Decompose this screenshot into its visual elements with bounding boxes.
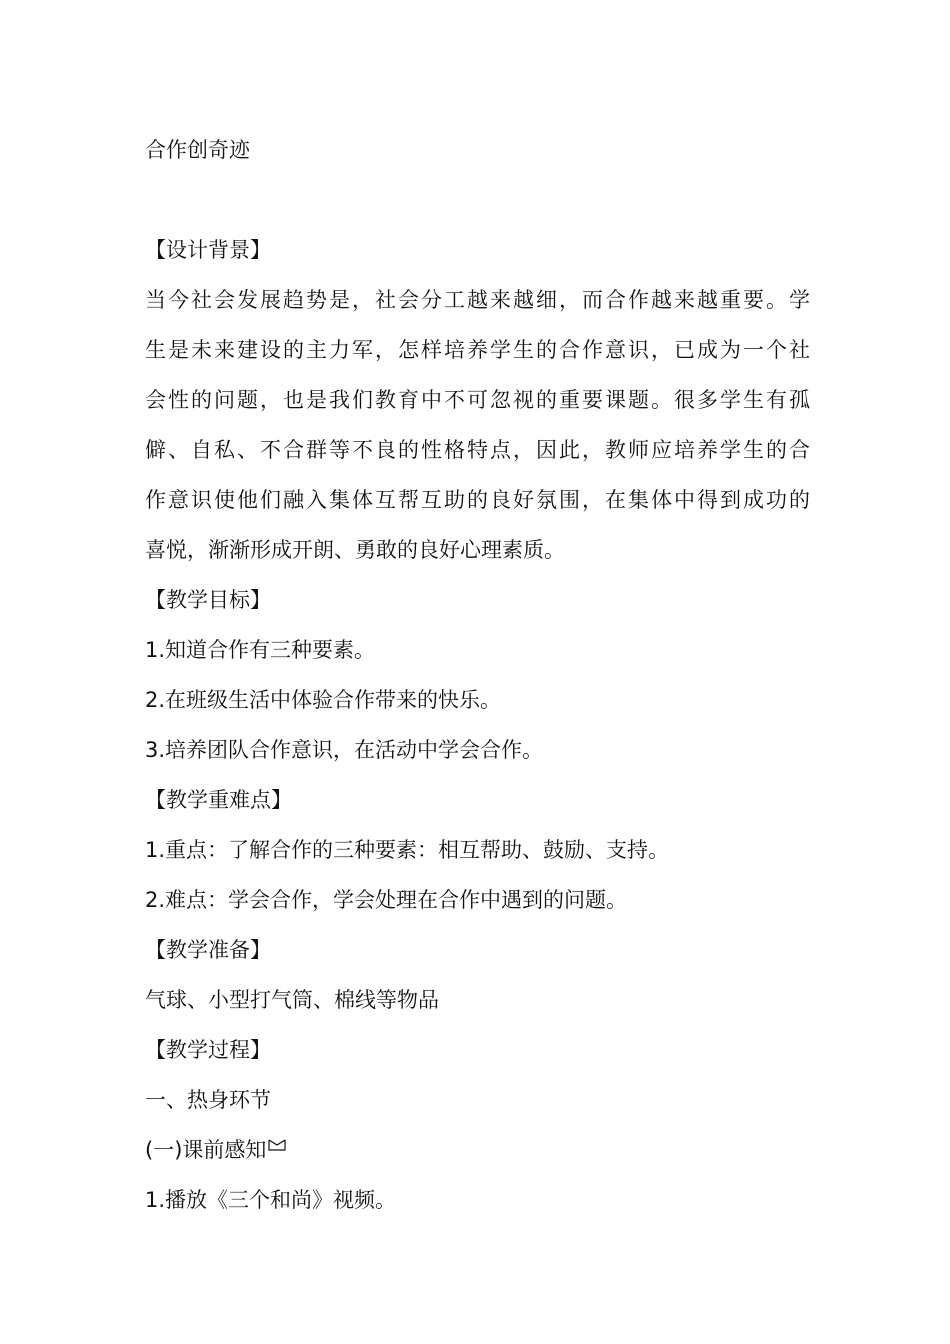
section-heading-design-background: 【设计背景】 (145, 238, 271, 262)
process-sub-heading: (一)课前感知 (145, 1138, 267, 1162)
paragraph-line: 僻、自私、不合群等不良的性格特点，因此，教师应培养学生的合 (145, 438, 810, 462)
section-heading-process: 【教学过程】 (145, 1038, 271, 1062)
key-point-item: 1.重点：了解合作的三种要素：相互帮助、鼓励、支持。 (145, 838, 670, 862)
goal-item: 3.培养团队合作意识，在活动中学会合作。 (145, 738, 544, 762)
document-title: 合作创奇迹 (145, 138, 250, 162)
placeholder-glyph-icon (268, 1139, 286, 1151)
paragraph-line: 作意识使他们融入集体互帮互助的良好氛围，在集体中得到成功的 (145, 488, 810, 512)
section-heading-teaching-goals: 【教学目标】 (145, 588, 271, 612)
document-body (145, 233, 810, 1233)
goal-item: 1.知道合作有三种要素。 (145, 638, 376, 662)
paragraph-line: 当今社会发展趋势是，社会分工越来越细，而合作越来越重要。学 (145, 288, 810, 312)
section-heading-key-points: 【教学重难点】 (145, 788, 292, 812)
preparation-text: 气球、小型打气筒、棉线等物品 (145, 988, 439, 1012)
paragraph-line: 会性的问题，也是我们教育中不可忽视的重要课题。很多学生有孤 (145, 388, 810, 412)
key-point-item: 2.难点：学会合作，学会处理在合作中遇到的问题。 (145, 888, 628, 912)
process-sub-heading-row (145, 1133, 810, 1183)
goal-item: 2.在班级生活中体验合作带来的快乐。 (145, 688, 502, 712)
paragraph-line: 喜悦，渐渐形成开朗、勇敢的良好心理素质。 (145, 538, 565, 562)
process-item: 1.播放《三个和尚》视频。 (145, 1188, 397, 1212)
process-step-heading: 一、热身环节 (145, 1088, 271, 1112)
paragraph-line: 生是未来建设的主力军，怎样培养学生的合作意识，已成为一个社 (145, 338, 810, 362)
section-heading-preparation: 【教学准备】 (145, 938, 271, 962)
